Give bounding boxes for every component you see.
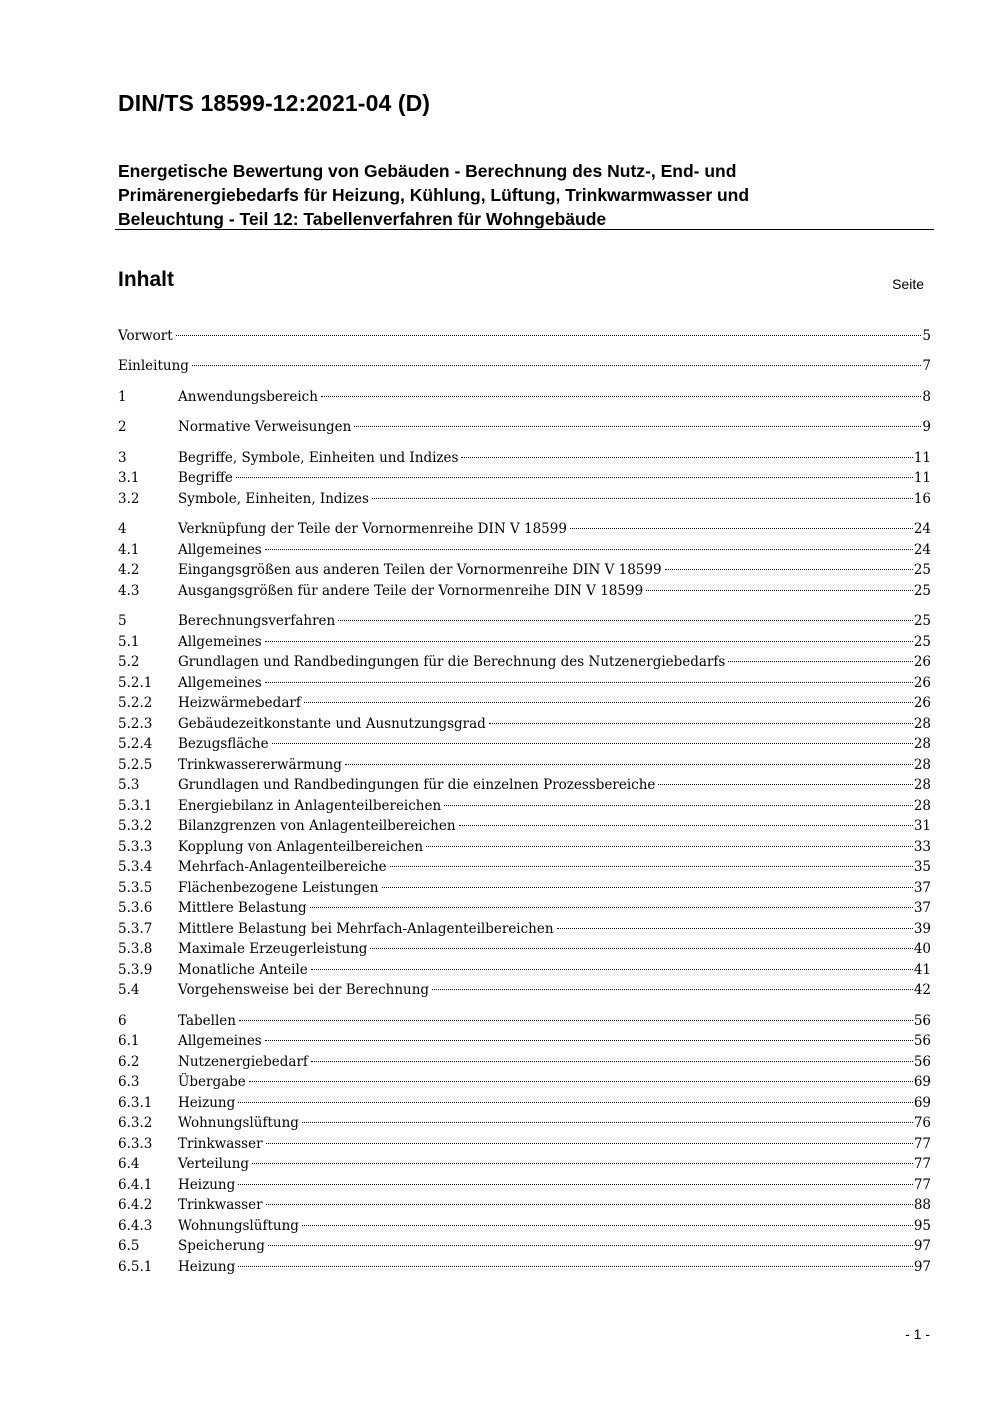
toc-entry[interactable]	[118, 326, 931, 346]
toc-entry-page: 28	[913, 757, 931, 773]
toc-entry-page: 28	[913, 736, 931, 752]
toc-entry-label: Heizung	[178, 1177, 236, 1193]
toc-entry-number: 5.3.6	[118, 900, 153, 916]
toc-entry-label: Allgemeines	[178, 634, 262, 650]
toc-entry-number: 5.3.2	[118, 818, 153, 834]
toc-dot-leader	[302, 1122, 913, 1123]
toc-entry[interactable]	[118, 1011, 931, 1031]
toc-entry[interactable]	[118, 540, 931, 560]
toc-entry-page: 25	[913, 613, 931, 629]
toc-entry-label: Trinkwasser	[178, 1197, 263, 1213]
toc-dot-leader	[311, 969, 913, 970]
toc-dot-leader	[176, 335, 922, 336]
toc-entry-number: 6.1	[118, 1033, 140, 1049]
toc-entry-number: 2	[118, 419, 127, 435]
toc-entry-number: 5.3.4	[118, 859, 153, 875]
toc-entry-page: 33	[913, 839, 931, 855]
toc-entry[interactable]	[118, 560, 931, 580]
toc-entry[interactable]	[118, 468, 931, 488]
toc-entry-page: 97	[913, 1238, 931, 1254]
toc-dot-leader	[304, 702, 913, 703]
toc-entry[interactable]	[118, 878, 931, 898]
toc-entry-number: 6.3.1	[118, 1095, 153, 1111]
toc-dot-leader	[459, 825, 913, 826]
toc-dot-leader	[192, 365, 921, 366]
toc-entry-number: 5.3.8	[118, 941, 153, 957]
toc-entry[interactable]	[118, 1072, 931, 1092]
toc-entry-number: 6.3.2	[118, 1115, 153, 1131]
toc-dot-leader	[265, 641, 913, 642]
toc-dot-leader	[665, 569, 913, 570]
toc-entry-page: 42	[913, 982, 931, 998]
toc-entry[interactable]	[118, 1093, 931, 1113]
toc-dot-leader	[236, 477, 913, 478]
toc-entry-page: 28	[913, 777, 931, 793]
toc-entry[interactable]	[118, 611, 931, 631]
toc-dot-leader	[238, 1184, 913, 1185]
toc-entry-page: 25	[913, 634, 931, 650]
toc-entry[interactable]	[118, 939, 931, 959]
toc-entry-label: Verteilung	[178, 1156, 250, 1172]
toc-dot-leader	[238, 1266, 913, 1267]
toc-entry-label: Wohnungslüftung	[178, 1218, 299, 1234]
toc-entry[interactable]	[118, 581, 931, 601]
toc-entry-label: Energiebilanz in Anlagenteilbereichen	[178, 798, 442, 814]
toc-entry-label: Speicherung	[178, 1238, 265, 1254]
toc-entry[interactable]	[118, 898, 931, 918]
toc-entry-number: 4	[118, 521, 127, 537]
toc-entry-number: 6.4.2	[118, 1197, 153, 1213]
toc-entry-label: Mittlere Belastung bei Mehrfach-Anlagenteilbereichen	[178, 921, 554, 937]
toc-entry[interactable]	[118, 489, 931, 509]
toc-dot-leader	[266, 1143, 913, 1144]
toc-dot-leader	[266, 1204, 913, 1205]
toc-entry-page: 77	[913, 1177, 931, 1193]
subtitle-line: Energetische Bewertung von Gebäuden - Berechnung des Nutz-, End- und	[118, 161, 737, 181]
toc-entry-label: Nutzenergiebedarf	[178, 1054, 308, 1070]
toc-entry-number: 5.3.1	[118, 798, 153, 814]
toc-entry-label: Begriffe	[178, 470, 233, 486]
toc-dot-leader	[311, 1061, 913, 1062]
toc-entry-label: Allgemeines	[178, 542, 262, 558]
toc-entry-number: 6.5	[118, 1238, 140, 1254]
toc-entry-label: Begriffe, Symbole, Einheiten und Indizes	[178, 450, 459, 466]
page-column-label: Seite	[892, 276, 924, 292]
toc-entry-number: 5.4	[118, 982, 140, 998]
toc-dot-leader	[272, 743, 913, 744]
toc-entry-label: Allgemeines	[178, 1033, 262, 1049]
toc-entry-page: 16	[913, 491, 931, 507]
toc-entry[interactable]	[118, 1236, 931, 1256]
toc-entry-number: 6.2	[118, 1054, 140, 1070]
toc-entry-page: 24	[913, 521, 931, 537]
toc-entry-label: Mittlere Belastung	[178, 900, 307, 916]
toc-dot-leader	[265, 549, 913, 550]
toc-entry-label: Bezugsfläche	[178, 736, 269, 752]
toc-entry-number: 5.1	[118, 634, 140, 650]
toc-entry-page: 69	[913, 1074, 931, 1090]
toc-entry[interactable]	[118, 1031, 931, 1051]
subtitle-line: Beleuchtung - Teil 12: Tabellenverfahren für Wohngebäude	[118, 209, 607, 229]
toc-entry-number: 5.3.5	[118, 880, 153, 896]
toc-dot-leader	[489, 723, 913, 724]
toc-entry-page: 31	[913, 818, 931, 834]
toc-entry-number: 5.2.3	[118, 716, 153, 732]
toc-entry-number: 4.1	[118, 542, 140, 558]
toc-entry[interactable]	[118, 673, 931, 693]
toc-dot-leader	[372, 498, 913, 499]
toc-entry-number: 6.4.1	[118, 1177, 153, 1193]
toc-entry[interactable]	[118, 1154, 931, 1174]
toc-dot-leader	[321, 396, 921, 397]
document-subtitle	[118, 159, 933, 231]
toc-dot-leader	[426, 846, 913, 847]
toc-heading: Inhalt	[118, 268, 174, 291]
toc-entry-label: Normative Verweisungen	[178, 419, 352, 435]
toc-entry-page: 41	[913, 962, 931, 978]
toc-entry-label: Verknüpfung der Teile der Vornormenreihe DIN V 18599	[178, 521, 567, 537]
toc-entry-number: 4.2	[118, 562, 140, 578]
toc-entry-page: 39	[913, 921, 931, 937]
toc-entry-number: 5.3.9	[118, 962, 153, 978]
toc-entry-page: 40	[913, 941, 931, 957]
toc-dot-leader	[432, 989, 913, 990]
toc-entry-page: 24	[913, 542, 931, 558]
toc-entry-label: Übergabe	[178, 1074, 246, 1090]
toc-dot-leader	[302, 1225, 913, 1226]
toc-entry-label: Maximale Erzeugerleistung	[178, 941, 368, 957]
toc-entry-label: Heizwärmebedarf	[178, 695, 301, 711]
toc-entry-page: 26	[913, 675, 931, 691]
toc-entry-label: Bilanzgrenzen von Anlagenteilbereichen	[178, 818, 456, 834]
toc-entry[interactable]	[118, 652, 931, 672]
toc-dot-leader	[239, 1020, 913, 1021]
toc-dot-leader	[338, 620, 913, 621]
toc-entry[interactable]	[118, 919, 931, 939]
toc-entry-page: 9	[922, 419, 931, 435]
toc-entry-label: Kopplung von Anlagenteilbereichen	[178, 839, 424, 855]
toc-entry[interactable]	[118, 1257, 931, 1277]
toc-dot-leader	[646, 590, 913, 591]
toc-entry[interactable]	[118, 960, 931, 980]
toc-dot-leader	[252, 1163, 913, 1164]
toc-dot-leader	[382, 887, 913, 888]
toc-entry-page: 97	[913, 1259, 931, 1275]
toc-entry-number: 6	[118, 1013, 127, 1029]
toc-entry-label: Tabellen	[178, 1013, 236, 1029]
toc-entry-label: Berechnungsverfahren	[178, 613, 336, 629]
toc-dot-leader	[370, 948, 912, 949]
toc-entry[interactable]	[118, 417, 931, 437]
toc-entry-label: Flächenbezogene Leistungen	[178, 880, 379, 896]
toc-entry[interactable]	[118, 796, 931, 816]
toc-dot-leader	[249, 1081, 913, 1082]
toc-entry-label: Mehrfach-Anlagenteilbereiche	[178, 859, 387, 875]
toc-entry-page: 8	[922, 389, 931, 405]
toc-entry-number: 5.2.1	[118, 675, 153, 691]
toc-entry[interactable]	[118, 857, 931, 877]
toc-entry[interactable]	[118, 837, 931, 857]
toc-entry[interactable]	[118, 693, 931, 713]
toc-entry-label: Trinkwassererwärmung	[178, 757, 342, 773]
toc-dot-leader	[345, 764, 913, 765]
toc-entry-page: 25	[913, 562, 931, 578]
toc-entry-number: 3.1	[118, 470, 140, 486]
toc-entry-label: Wohnungslüftung	[178, 1115, 299, 1131]
toc-entry[interactable]	[118, 356, 931, 376]
toc-entry[interactable]	[118, 816, 931, 836]
toc-entry-number: 5.2.2	[118, 695, 153, 711]
toc-entry[interactable]	[118, 1175, 931, 1195]
toc-entry[interactable]	[118, 519, 931, 539]
toc-entry-page: 28	[913, 716, 931, 732]
toc-dot-leader	[444, 805, 913, 806]
toc-entry-number: 5.3.7	[118, 921, 153, 937]
toc-entry[interactable]	[118, 1216, 931, 1236]
title-divider	[115, 229, 934, 230]
toc-dot-leader	[265, 1040, 913, 1041]
toc-entry-number: 6.4.3	[118, 1218, 153, 1234]
toc-entry-page: 56	[913, 1033, 931, 1049]
toc-entry[interactable]	[118, 1134, 931, 1154]
toc-dot-leader	[728, 661, 912, 662]
toc-entry[interactable]	[118, 1113, 931, 1133]
toc-dot-leader	[461, 457, 912, 458]
toc-entry-label: Vorgehensweise bei der Berechnung	[178, 982, 430, 998]
toc-entry-label: Grundlagen und Randbedingungen für die einzelnen Prozessbereiche	[178, 777, 656, 793]
toc-entry-number: 6.5.1	[118, 1259, 153, 1275]
toc-entry-label: Monatliche Anteile	[178, 962, 308, 978]
toc-entry[interactable]	[118, 387, 931, 407]
toc-dot-leader	[238, 1102, 913, 1103]
toc-entry-number: 4.3	[118, 583, 140, 599]
toc-entry-page: 88	[913, 1197, 931, 1213]
toc-entry-label: Gebäudezeitkonstante und Ausnutzungsgrad	[178, 716, 486, 732]
toc-entry[interactable]	[118, 632, 931, 652]
toc-dot-leader	[265, 682, 913, 683]
toc-entry-label: Heizung	[178, 1259, 236, 1275]
toc-entry-page: 11	[913, 470, 931, 486]
toc-dot-leader	[268, 1245, 913, 1246]
toc-entry[interactable]	[118, 1052, 931, 1072]
toc-entry-label: Einleitung	[118, 358, 189, 374]
toc-entry-number: 5.3	[118, 777, 140, 793]
toc-entry-label: Allgemeines	[178, 675, 262, 691]
toc-entry-page: 26	[913, 654, 931, 670]
toc-entry-page: 95	[913, 1218, 931, 1234]
toc-entry-page: 77	[913, 1136, 931, 1152]
toc-dot-leader	[570, 528, 913, 529]
toc-entry-label: Ausgangsgrößen für andere Teile der Vornormenreihe DIN V 18599	[178, 583, 644, 599]
toc-entry-page: 35	[913, 859, 931, 875]
document-title: DIN/TS 18599-12:2021-04 (D)	[118, 90, 431, 116]
toc-entry-page: 25	[913, 583, 931, 599]
toc-entry-page: 69	[913, 1095, 931, 1111]
toc-entry-number: 5.2.5	[118, 757, 153, 773]
toc-entry-label: Eingangsgrößen aus anderen Teilen der Vornormenreihe DIN V 18599	[178, 562, 662, 578]
toc-entry-number: 3	[118, 450, 127, 466]
toc-entry-page: 11	[913, 450, 931, 466]
page-number: - 1 -	[905, 1326, 930, 1342]
toc-entry[interactable]	[118, 448, 931, 468]
toc-entry-number: 5	[118, 613, 127, 629]
toc-entry-page: 37	[913, 900, 931, 916]
toc-entry-page: 37	[913, 880, 931, 896]
toc-entry-label: Heizung	[178, 1095, 236, 1111]
toc-entry[interactable]	[118, 980, 931, 1000]
toc-entry-page: 7	[922, 358, 931, 374]
toc-entry-page: 56	[913, 1054, 931, 1070]
toc-entry-number: 6.3.3	[118, 1136, 153, 1152]
toc-dot-leader	[390, 866, 913, 867]
toc-entry-label: Symbole, Einheiten, Indizes	[178, 491, 369, 507]
toc-entry-number: 6.4	[118, 1156, 140, 1172]
toc-entry-number: 5.3.3	[118, 839, 153, 855]
toc-entry-label: Trinkwasser	[178, 1136, 263, 1152]
toc-entry-page: 28	[913, 798, 931, 814]
toc-entry-label: Anwendungsbereich	[178, 389, 318, 405]
toc-entry-number: 5.2	[118, 654, 140, 670]
toc-entry-page: 5	[922, 328, 931, 344]
toc-entry-number: 6.3	[118, 1074, 140, 1090]
toc-entry[interactable]	[118, 714, 931, 734]
toc-entry-number: 3.2	[118, 491, 140, 507]
toc-entry[interactable]	[118, 755, 931, 775]
toc-dot-leader	[557, 928, 913, 929]
toc-entry-label: Vorwort	[118, 328, 173, 344]
toc-dot-leader	[658, 784, 912, 785]
toc-dot-leader	[354, 426, 921, 427]
toc-entry-number: 5.2.4	[118, 736, 153, 752]
subtitle-line: Primärenergiebedarfs für Heizung, Kühlung, Lüftung, Trinkwarmwasser und	[118, 185, 750, 205]
toc-entry-page: 77	[913, 1156, 931, 1172]
toc-entry-page: 76	[913, 1115, 931, 1131]
toc-entry[interactable]	[118, 775, 931, 795]
toc-dot-leader	[310, 907, 913, 908]
toc-entry-label: Grundlagen und Randbedingungen für die Berechnung des Nutzenergiebedarfs	[178, 654, 726, 670]
toc-entry-page: 56	[913, 1013, 931, 1029]
toc-entry-page: 26	[913, 695, 931, 711]
toc-entry-number: 1	[118, 389, 127, 405]
toc-entry[interactable]	[118, 1195, 931, 1215]
toc-entry[interactable]	[118, 734, 931, 754]
